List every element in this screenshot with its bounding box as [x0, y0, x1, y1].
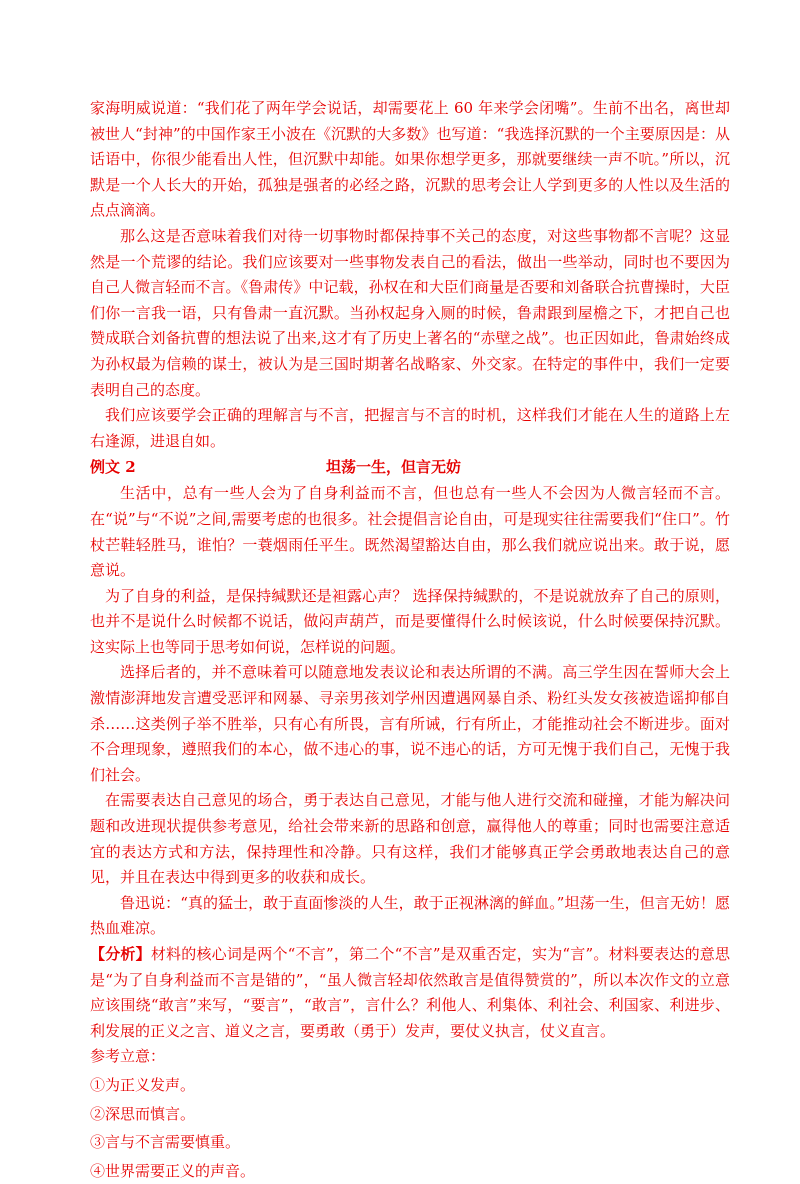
reference-item-4: ④世界需要正义的声音。 — [90, 1161, 256, 1180]
paragraph-lusu: 那么这是否意味着我们对待一切事物时都保持事不关己的态度，对这些事物都不言呢？这显然是一个荒谬的结论。我们应该要对一些事物发表自己的看法，做出一些举动，同时也不要因为自己人微言轻而不言。《鲁肃传》中记载，孙权在和大臣们商量是否要和刘备联合抗曹操时，大臣们你一言我一语，只有鲁肃一直沉默。当孙权起身入厕的时候，鲁肃跟到屋檐之下，才把自己也赞成联合刘备抗曹的想法说了出来,这才有了历史上著名的“赤壁之战”。也正因如此，鲁肃始终成为孙权最为信赖的谋士，被认为是三国时期著名战略家、外交家。在特定的事件中，我们一定要表明自己的态度。 — [90, 226, 730, 399]
analysis-tag: 【分析】 — [90, 945, 151, 963]
reference-heading: 参考立意： — [90, 1047, 166, 1066]
example-title: 坦荡一生，但言无妨 — [326, 458, 462, 477]
reference-item-1: ①为正义发声。 — [90, 1075, 196, 1094]
analysis-text: 材料的核心词是两个“不言”，第二个“不言”是双重否定，实为“言”。材料要表达的意思是“为了自身利益而不言是错的”，“虽人微言轻却依然敢言是值得赞赏的”，所以本次作文的立意应该围绕“敢言”来写，“要言”，“敢言”，言什么？利他人、利集体、利社会、利国家、利进步、利发展的正义之言、道义之言，要勇敢（勇于）发声，要仗义执言，仗义直言。 — [90, 945, 730, 1040]
document-page — [90, 96, 730, 1184]
reference-item-2: ②深思而慎言。 — [90, 1104, 196, 1123]
example-label: 例文 2 — [90, 458, 136, 477]
paragraph-conclusion: 我们应该要学会正确的理解言与不言，把握言与不言的时机，这样我们才能在人生的道路上左右逢源，进退自如。 — [90, 406, 730, 450]
example-paragraph-5: 鲁迅说：“真的猛士，敢于直面惨淡的人生，敢于正视淋漓的鲜血。”坦荡一生，但言无妨！愿热血难凉。 — [90, 893, 730, 938]
example-heading — [90, 455, 730, 481]
paragraph-hemingway: 家海明威说道：“我们花了两年学会说话，却需要花上 60 年来学会闭嘴”。生前不出名，离世却被世人“封神”的中国作家王小波在《沉默的大多数》也写道：“我选择沉默的一个主要原因是：从话语中，你很少能看出人性，但沉默中却能。如果你想学更多，那就要继续一声不吭。”所以，沉默是一个人长大的开始，孤独是强者的必经之路，沉默的思考会让人学到更多的人性以及生活的点点滴滴。 — [90, 99, 730, 220]
reference-item-3: ③言与不言需要慎重。 — [90, 1133, 241, 1152]
example-paragraph-4: 在需要表达自己意见的场合，勇于表达自己意见，才能与他人进行交流和碰撞，才能为解决问题和改进现状提供参考意见，给社会带来新的思路和创意，赢得他人的尊重；同时也需要注意适宜的表达方式和方法，保持理性和冷静。只有这样，我们才能够真正学会勇敢地表达自己的意见，并且在表达中得到更多的收获和成长。 — [90, 791, 730, 887]
example-paragraph-3: 选择后者的，并不意味着可以随意地发表议论和表达所谓的不满。高三学生因在誓师大会上激情澎湃地发言遭受恶评和网暴、寻亲男孩刘学州因遭遇网暴自杀、粉红头发女孩被造谣抑郁自杀……这类例子举不胜举，只有心有所畏，言有所诫，行有所止，才能推动社会不断进步。面对不合理现象，遵照我们的本心，做不违心的事，说不违心的话，方可无愧于我们自己，无愧于我们社会。 — [90, 663, 730, 784]
analysis-paragraph — [90, 942, 730, 1044]
example-paragraph-1: 生活中，总有一些人会为了自身利益而不言，但也总有一些人不会因为人微言轻而不言。在“说”与“不说”之间,需要考虑的也很多。社会提倡言论自由，可是现实往往需要我们“住口”。竹杖芒鞋轻胜马，谁怕？一蓑烟雨任平生。既然渴望豁达自由，那么我们就应说出来。敢于说，愿意说。 — [90, 484, 730, 580]
example-paragraph-2: 为了自身的利益，是保持缄默还是袒露心声？ 选择保持缄默的，不是说就放弃了自己的原则，也并不是说什么时候都不说话，做闷声葫芦，而是要懂得什么时候该说，什么时候要保持沉默。这实际上也等同于思考如何说，怎样说的问题。 — [90, 586, 730, 656]
